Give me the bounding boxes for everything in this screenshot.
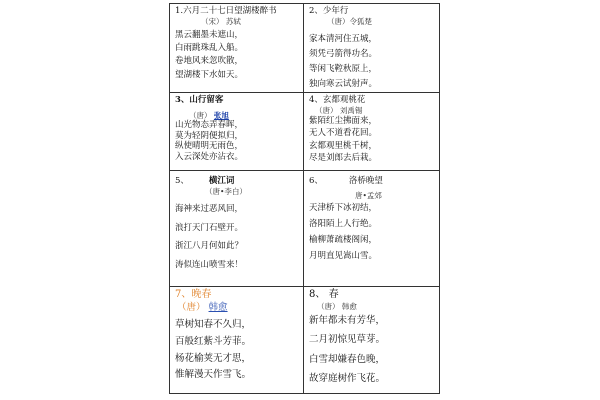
poem-cell-8 bbox=[304, 287, 440, 394]
poem-line: 二月初惊见草芽。 bbox=[309, 334, 386, 346]
poem-table bbox=[169, 3, 440, 394]
author-link[interactable]: 韩愈 bbox=[208, 301, 228, 313]
poem-line: 涛似连山喷雪来！ bbox=[175, 260, 244, 271]
poem-line: 莫为轻阴便拟归， bbox=[175, 130, 244, 141]
poem-title-line: 5、 横江词 bbox=[175, 176, 235, 186]
poem-cell-4 bbox=[304, 93, 440, 171]
poem-line: 紫陌红尘拂面来， bbox=[309, 116, 378, 126]
poem-line: 家本清河住五城， bbox=[309, 34, 378, 44]
poem-line: 故穿庭树作飞花。 bbox=[309, 373, 386, 385]
poem-line: 海神来过恶风回， bbox=[175, 204, 244, 214]
poem-line: 天津桥下冰初结， bbox=[309, 203, 378, 213]
poem-line: 榆柳萧疏楼阁闲， bbox=[309, 235, 378, 246]
poem-line: 杨花榆荚无才思， bbox=[175, 352, 252, 364]
poem-title: 1.六月二十七日望湖楼醉书 bbox=[175, 6, 277, 16]
poem-title: 3、山行留客 bbox=[175, 95, 224, 105]
poem-line: 洛阳陌上人行绝。 bbox=[309, 219, 378, 230]
poem-line: 浪打天门石壁开。 bbox=[175, 222, 244, 233]
poem-author: （唐） 刘禹锡 bbox=[315, 105, 363, 115]
poem-author: （唐） 韩愈 bbox=[177, 301, 228, 313]
poem-line: 无人不道看花回。 bbox=[309, 128, 378, 139]
poem-author: （宋） 苏轼 bbox=[201, 16, 241, 26]
author-link[interactable]: 张旭 bbox=[213, 110, 229, 120]
poem-line: 新年都未有芳华， bbox=[309, 314, 386, 326]
poem-line: 独向寒云试射声。 bbox=[309, 78, 378, 89]
poem-line: 等闲飞鞚秋原上， bbox=[309, 63, 378, 74]
poem-line: 山光物态弄春晖， bbox=[175, 120, 244, 130]
poem-line: 须凭弓箭得功名。 bbox=[309, 48, 378, 59]
poem-title-line: 7、晚春 bbox=[175, 289, 212, 300]
poem-title: 2、少年行 bbox=[309, 6, 349, 16]
poem-author: （唐） 张旭 bbox=[189, 110, 229, 120]
poem-line: 黑云翻墨未遮山， bbox=[175, 30, 244, 40]
poem-cell-5 bbox=[170, 171, 304, 287]
poem-line: 纵使晴明无雨色， bbox=[175, 141, 244, 152]
poem-line: 白雨跳珠乱入船。 bbox=[175, 43, 244, 54]
poem-cell-3 bbox=[170, 93, 304, 171]
poem-author: （唐） 韩愈 bbox=[317, 301, 357, 311]
poem-line: 望湖楼下水如天。 bbox=[175, 69, 244, 80]
table-row bbox=[170, 171, 440, 287]
poem-author: （唐）令狐楚 bbox=[327, 16, 372, 26]
poem-cell-6 bbox=[304, 171, 440, 287]
poem-line: 入云深处亦沾衣。 bbox=[175, 151, 244, 162]
poem-line: 月明直见嵩山雪。 bbox=[309, 251, 378, 262]
poem-author: 唐•孟郊 bbox=[355, 190, 382, 200]
poem-title: 4、玄都观桃花 bbox=[309, 95, 366, 105]
table-row bbox=[170, 4, 440, 93]
poem-cell-7 bbox=[170, 287, 304, 394]
poem-line: 卷地风来忽吹散， bbox=[175, 56, 244, 67]
poem-cell-1 bbox=[170, 4, 304, 93]
poem-line: 玄都观里桃千树， bbox=[309, 140, 378, 151]
poem-line: 百般红紫斗芳菲。 bbox=[175, 336, 252, 347]
poem-cell-2 bbox=[304, 4, 440, 93]
poem-title-line: 8、 春 bbox=[309, 289, 339, 300]
poem-title-line: 6、 洛桥晚望 bbox=[309, 176, 383, 186]
poem-line: 白雪却嫌春色晚， bbox=[309, 353, 386, 365]
poem-author: （唐•李白） bbox=[205, 186, 247, 196]
table-row bbox=[170, 287, 440, 394]
poem-line: 浙江八月何如此？ bbox=[175, 241, 244, 252]
poem-line: 尽是刘郎去后栽。 bbox=[309, 152, 378, 163]
poem-line: 惟解漫天作雪飞。 bbox=[175, 369, 252, 381]
table-row bbox=[170, 93, 440, 171]
poem-line: 草树知春不久归， bbox=[175, 319, 252, 331]
